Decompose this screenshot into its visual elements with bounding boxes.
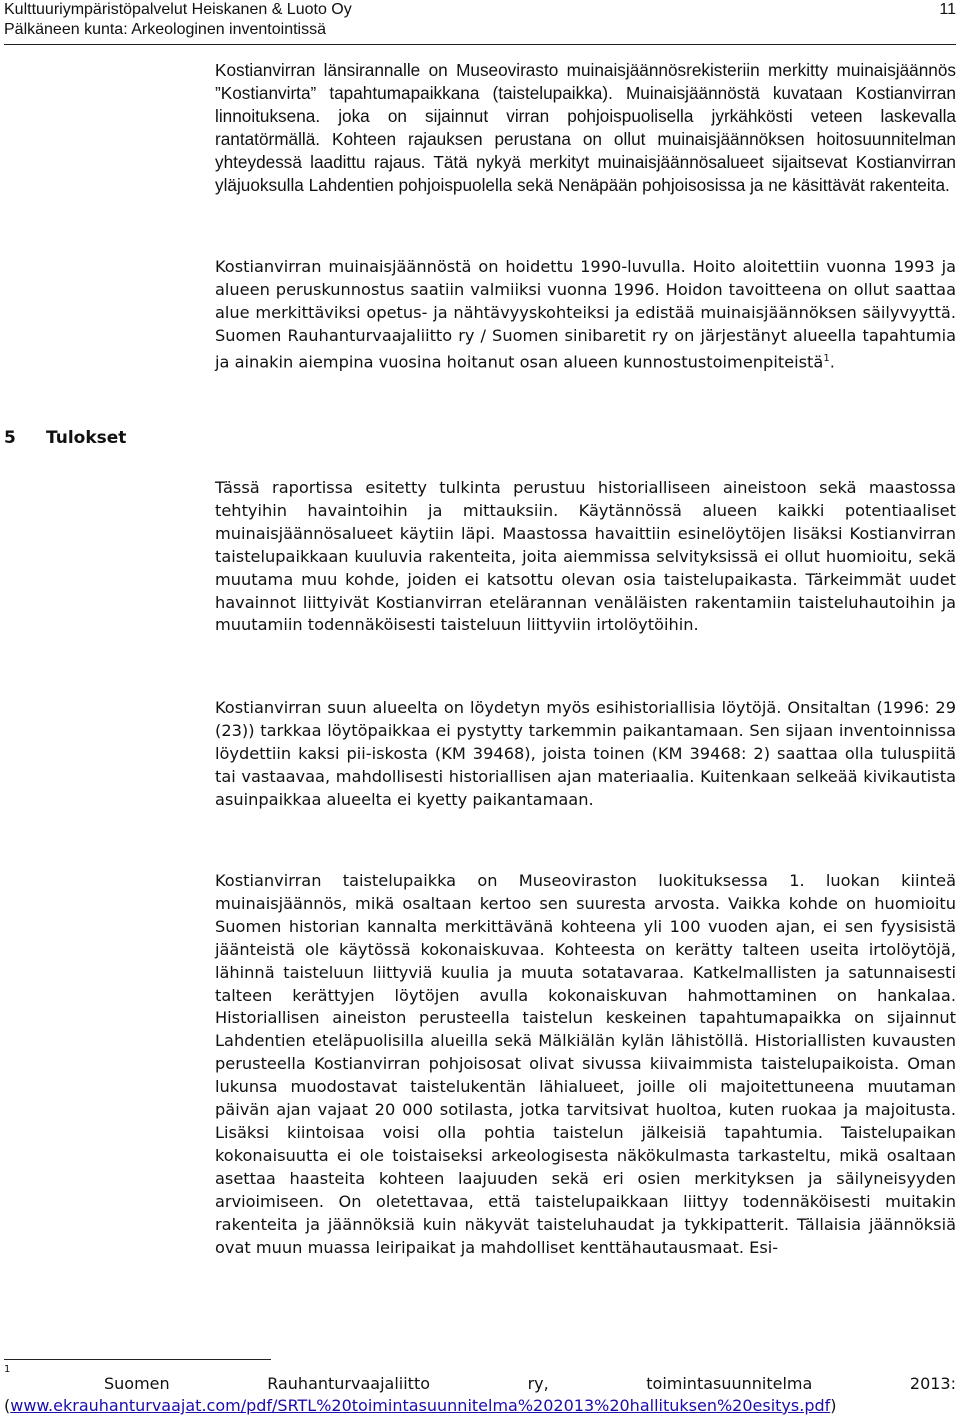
paragraph bbox=[215, 477, 956, 637]
page-header bbox=[4, 0, 956, 44]
footnote-divider bbox=[4, 1359, 271, 1360]
paragraph-body: Kostianvirran muinaisjäännöstä on hoidettu 1990-luvulla. Hoito aloitettiin vuonna 1993 ja alueen peruskunnostus saatiin valmiiksi vuonna 1996. Hoidon tavoitteena on ollut saattaa alue merkittäviksi opetus- ja nähtävyyskohteiksi ja edistää muinaisjäännöksen säilyvyyttä. Suomen Rauhanturvaajaliitto ry / Suomen sinibaretit ry on järjestänyt alueella tapahtumia ja ainakin aiempina vuosina hoitanut osan alueen kunnostustoimenpiteistä bbox=[215, 257, 956, 372]
paragraph-end: . bbox=[829, 352, 835, 372]
paragraph bbox=[215, 870, 956, 1259]
footnote-text: Suomen Rauhanturvaajaliitto ry, toimintasuunnitelma 2013: bbox=[104, 1374, 956, 1393]
footnote-marker: 1 bbox=[4, 1364, 11, 1375]
header-organization: Kulttuuriympäristöpalvelut Heiskanen & Luoto Oy bbox=[4, 1, 352, 18]
paragraph-text: Tässä raportissa esitetty tulkinta perustuu historialliseen aineistoon sekä maastossa tehtyihin havaintoihin ja mittauksiin. Käytännössä alueen kaikki potentiaaliset muinaisjäännösalueet käytiin läpi. Maastossa havaittiin esinelöytöjen lisäksi Kostianvirran taistelupaikkaan kuuluvia rakenteita, joita aiemmissa selvityksissä ei ollut huomioitu, sekä muutama muu kohde, joiden ei katsottu olevan osia taistelupaikasta. Tärkeimmät uudet havainnot liittyivät Kostianvirran etelärannan venäläisten rakentamiin taisteluhautoihin ja muutamiin todennäköisesti taisteluun liittyviin irtolöytöihin. bbox=[215, 478, 956, 635]
paragraph-text: Kostianvirran suun alueelta on löydetyn myös esihistoriallisia löytöjä. Onsitaltan (1996: 29 (23)) tarkkaa löytöpaikkaa ei pystytty tarkemmin paikantamaan. Sen sijaan inventoinnissa löydettiin kaksi pii-iskosta (KM 39468), joista toinen (KM 39468: 2) saattaa olla tuluspiitä tai vastaavaa, mahdollisesti historiallisen ajan materiaalia. Kuitenkaan selkeää kivikautista asuinpaikkaa alueelta ei kyetty paikantamaan. bbox=[215, 698, 956, 809]
page-number: 11 bbox=[939, 1, 956, 18]
footnote-link[interactable]: www.ekrauhanturvaajat.com/pdf/SRTL%20toimintasuunnitelma%202013%20hallituksen%20esitys.pdf bbox=[10, 1396, 831, 1415]
paragraph bbox=[215, 59, 956, 196]
paragraph bbox=[215, 697, 956, 812]
footnote-open-paren: ( bbox=[4, 1396, 11, 1415]
header-divider bbox=[4, 44, 956, 45]
header-project: Pälkäneen kunta: Arkeologinen inventointissä bbox=[4, 21, 326, 38]
section-number: 5 bbox=[4, 428, 16, 448]
footnote-close-paren: ) bbox=[830, 1396, 837, 1415]
paragraph-text: Kostianvirran taistelupaikka on Museoviraston luokituksessa 1. luokan kiinteä muinaisjäännös, mikä osaltaan kertoo sen suuresta arvosta. Vaikka kohde on huomioitu Suomen historian kannalta merkittävänä kohteena yli 100 vuoden ajan, ei sen fyysisistä jäänteistä ole käytössä kokonaiskuvaa. Kohteesta on kerätty talteen useita irtolöytöjä, lähinnä taisteluun liittyviä kuulia ja muuta sotatavaraa. Katkelmallisten ja satunnaisesti talteen kerättyjen löytöjen avulla kokonaiskuvan hahmottaminen on hankalaa. Historiallisen aineiston perusteella taistelun keskeinen tapahtumapaikka on sijainnut Lahdentien eteläpuolisilla alueilla sekä Mälkiälän kylän lähistöllä. Historiallisten kuvausten perusteella Kostianvirran pohjoisosat olivat sivussa kiivaimmista taistelupaikoista. Oman lukunsa muodostavat taistelukentän lähialueet, joille oli majoitettuneena muutaman päivän ajan vajaat 20 000 sotilasta, jotka tarvitsivat huoltoa, kuten ruokaa ja majoitusta. Lisäksi kiintoisaa voisi olla pohtia taistelun jälkeisiä tapahtumia. Taistelupaikan kokonaisuutta ei ole toistaiseksi arkeologisesta näkökulmasta tarkasteltu, mikä osaltaan asettaa haasteita kohteen laajuuden sekä eri osien merkityksen ja säilyneisyyden arvioimiseen. On oletettavaa, että taistelupaikkaan liittyy todennäköisesti muitakin rakenteita ja jäännöksiä kuin näkyvät taisteluhaudat ja tykkipatterit. Tällaisia jäännöksiä ovat muun muassa leiripaikat ja mahdolliset kenttähautausmaat. Esi- bbox=[215, 871, 956, 1257]
section-title: Tulokset bbox=[46, 428, 127, 448]
paragraph-text bbox=[215, 256, 956, 374]
paragraph bbox=[215, 256, 956, 374]
footnote-reference[interactable]: 1 bbox=[823, 352, 830, 364]
paragraph-text: Kostianvirran länsirannalle on Museovirasto muinaisjäännösrekisteriin merkitty muinaisjäännös ”Kostianvirta” tapahtumapaikkana (taistelupaikka). Muinaisjäännöstä kuvataan Kostianvirran linnoituksena. joka on sijainnut virran pohjoispuolisella jyrkähkösti veteen laskevalla rantatörmällä. Kohteen rajauksen perustana on ollut muinaisjäännöksen hoitosuunnitelman yhteydessä laadittu rajaus. Tätä nykyä merkityt muinaisjäännösalueet sijaitsevat Kostianvirran yläjuoksulla Lahdentien pohjoispuolella sekä Nenäpään pohjoisosissa ja ne käsittävät rakenteita. bbox=[215, 60, 956, 195]
footnote-link-line bbox=[4, 1396, 837, 1415]
section-heading bbox=[4, 428, 126, 448]
